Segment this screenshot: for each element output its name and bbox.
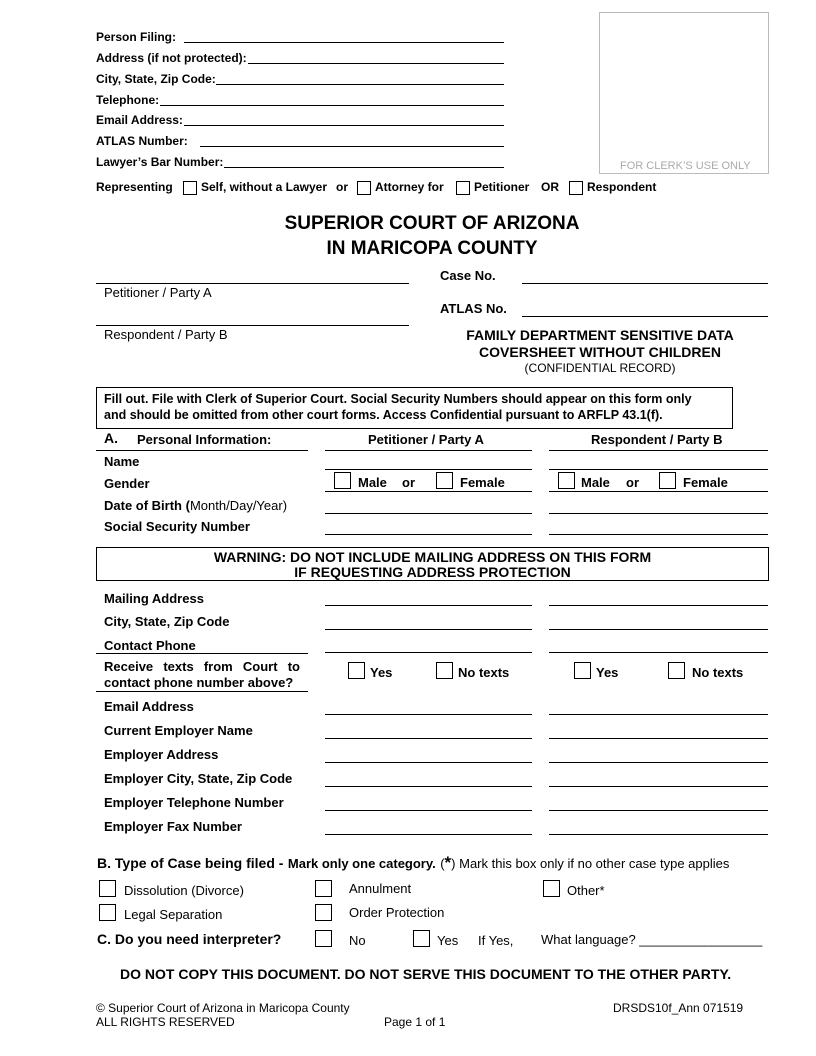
annulment-checkbox[interactable] [315,880,332,897]
or-label-a: or [402,475,415,490]
court-title-line1: SUPERIOR COURT OF ARIZONA [284,213,580,234]
court-title-line2: IN MARICOPA COUNTY [326,238,538,259]
employer-fax-label: Employer Fax Number [104,819,242,834]
gender-label: Gender [104,476,150,491]
name-field-b[interactable] [549,469,768,470]
form-title-line2: COVERSHEET WITHOUT CHILDREN [479,344,721,360]
texts-yes-label-b: Yes [596,665,619,680]
male-label-b: Male [581,475,610,490]
col-b-header: Respondent / Party B [591,432,723,447]
interpreter-yes-checkbox[interactable] [413,930,430,947]
respondent-party-label: Respondent / Party B [104,327,228,342]
form-title-line1: FAMILY DEPARTMENT SENSITIVE DATA [466,327,734,343]
petitioner-name-field[interactable] [96,283,409,284]
employer-phone-field-a[interactable] [325,810,532,811]
dob-label-prefix: Date of Birth ( [104,498,190,513]
email-field-a[interactable] [325,714,532,715]
petitioner-label: Petitioner [474,180,530,194]
court-title [0,211,816,261]
section-b-header [97,853,729,873]
atlas-no-field[interactable] [522,316,768,317]
contact-phone-divider [96,653,308,654]
interpreter-no-label: No [349,933,366,948]
city-state-zip-field[interactable] [216,84,504,85]
texts-no-checkbox-a[interactable] [436,662,453,679]
employer-fax-field-b[interactable] [549,834,768,835]
legal-separation-checkbox[interactable] [99,904,116,921]
case-no-label: Case No. [440,268,496,283]
respondent-label: Respondent [587,180,657,194]
employer-name-label: Current Employer Name [104,723,253,738]
footer-rights: ALL RIGHTS RESERVED [96,1015,235,1029]
representing-label: Representing [96,180,173,194]
interpreter-yes-label: Yes [437,933,459,948]
case-no-field[interactable] [522,283,768,284]
atlas-no-label: ATLAS No. [440,301,507,316]
female-label-a: Female [460,475,505,490]
footer-form-code: DRSDS10f_Ann 071519 [613,1001,744,1015]
what-language-label: What language? _________________ [541,932,763,947]
telephone-label: Telephone: [96,93,160,107]
instructions-box [96,387,733,429]
section-b-star: * [444,853,452,872]
section-a-divider [96,450,308,451]
employer-phone-field-b[interactable] [549,810,768,811]
gender-line-a [325,491,532,492]
texts-yes-checkbox-b[interactable] [574,662,591,679]
footer-copyright-block [96,1001,350,1029]
female-checkbox-a[interactable] [436,472,453,489]
address-field[interactable] [248,63,504,64]
address-label: Address (if not protected): [96,51,247,65]
col-a-underline [325,450,532,451]
employer-field-b[interactable] [549,738,768,739]
employer-address-field-b[interactable] [549,762,768,763]
texts-no-checkbox-b[interactable] [668,662,685,679]
gender-line-b [549,491,768,492]
ssn-field-a[interactable] [325,534,532,535]
bar-number-label: Lawyer’s Bar Number: [96,155,224,169]
footer-copyright: © Superior Court of Arizona in Maricopa County [96,1001,350,1015]
texts-question-line1: Receive texts from Court to [104,659,300,674]
email-field[interactable] [184,125,504,126]
texts-yes-checkbox-a[interactable] [348,662,365,679]
or-label-b: or [626,475,639,490]
order-protection-checkbox[interactable] [315,904,332,921]
order-protection-label: Order Protection [349,905,445,920]
section-b-mark: Mark only one category. [287,856,436,871]
col-b-underline [549,450,768,451]
employer-city-label: Employer City, State, Zip Code [104,771,293,786]
do-not-copy-notice: DO NOT COPY THIS DOCUMENT. DO NOT SERVE THIS DOCUMENT TO THE OTHER PARTY. [120,966,732,982]
respondent-name-field[interactable] [96,325,409,326]
attorney-checkbox[interactable] [357,181,371,195]
self-label: Self, without a Lawyer [201,180,328,194]
texts-divider [96,691,308,692]
dob-label-format: Month/Day/Year) [189,498,288,513]
or-text-2: OR [541,180,559,194]
section-b-star-open: ( [440,856,445,871]
mailing-address-label: Mailing Address [104,591,204,606]
dob-field-b[interactable] [549,513,768,514]
section-c-title: C. Do you need interpreter? [97,931,282,947]
contact-phone-field-b[interactable] [549,652,768,653]
section-b-star-text: ) Mark this box only if no other case type applies [451,856,730,871]
mailing-field-a[interactable] [325,605,532,606]
form-title [432,327,768,376]
warning-line2: IF REQUESTING ADDRESS PROTECTION [294,564,571,580]
atlas-number-label: ATLAS Number: [96,134,188,148]
instructions-line2: and should be omitted from other court forms. Access Confidential pursuant to ARFLP 43.1(f). [104,408,663,422]
clerk-use-box [599,12,769,174]
male-checkbox-a[interactable] [334,472,351,489]
email-label: Email Address: [96,113,183,127]
ssn-field-b[interactable] [549,534,768,535]
person-filing-field[interactable] [184,42,504,43]
section-b-title: B. Type of Case being filed - [97,855,284,871]
texts-question-line2: contact phone number above? [104,675,294,690]
footer-page-number: Page 1 of 1 [384,1015,446,1029]
self-checkbox[interactable] [183,181,197,195]
texts-no-label-a: No texts [458,665,510,680]
dob-label [104,498,287,513]
texts-yes-label-a: Yes [370,665,393,680]
name-field-a[interactable] [325,469,532,470]
other-checkbox[interactable] [543,880,560,897]
email-address-label: Email Address [104,699,194,714]
or-text: or [336,180,348,194]
if-yes-label: If Yes, [478,933,514,948]
email-field-b[interactable] [549,714,768,715]
dob-field-a[interactable] [325,513,532,514]
attorney-label: Attorney for [375,180,444,194]
city-state-zip-label: City, State, Zip Code: [96,72,216,86]
employer-city-field-b[interactable] [549,786,768,787]
contact-phone-label: Contact Phone [104,638,196,653]
contact-phone-field-a[interactable] [325,652,532,653]
employer-address-label: Employer Address [104,747,219,762]
respondent-checkbox[interactable] [569,181,583,195]
female-checkbox-b[interactable] [659,472,676,489]
section-a-title: Personal Information: [137,432,272,447]
dissolution-checkbox[interactable] [99,880,116,897]
other-label: Other* [567,883,605,898]
section-a-letter: A. [104,430,118,446]
male-checkbox-b[interactable] [558,472,575,489]
annulment-label: Annulment [349,881,412,896]
interpreter-no-checkbox[interactable] [315,930,332,947]
warning-box [96,547,769,581]
contact-city-label: City, State, Zip Code [104,614,230,629]
employer-phone-label: Employer Telephone Number [104,795,284,810]
employer-field-a[interactable] [325,738,532,739]
legal-separation-label: Legal Separation [124,907,223,922]
person-filing-label: Person Filing: [96,30,177,44]
mailing-field-b[interactable] [549,605,768,606]
bar-number-field[interactable] [224,167,504,168]
texts-question [104,659,300,691]
atlas-number-field[interactable] [200,146,504,147]
instructions-line1: Fill out. File with Clerk of Superior Court. Social Security Numbers should appear on this form only [104,392,692,406]
texts-no-label-b: No texts [692,665,744,680]
name-label: Name [104,454,140,469]
petitioner-checkbox[interactable] [456,181,470,195]
petitioner-party-label: Petitioner / Party A [104,285,212,300]
employer-address-field-a[interactable] [325,762,532,763]
form-title-line3: (CONFIDENTIAL RECORD) [524,361,676,375]
ssn-label: Social Security Number [104,519,250,534]
female-label-b: Female [683,475,728,490]
contact-city-field-b[interactable] [549,629,768,630]
dissolution-label: Dissolution (Divorce) [124,883,244,898]
clerk-use-label: FOR CLERK’S USE ONLY [620,160,751,172]
contact-city-field-a[interactable] [325,629,532,630]
male-label-a: Male [358,475,387,490]
warning-line1: WARNING: DO NOT INCLUDE MAILING ADDRESS ON THIS FORM [213,549,652,565]
employer-fax-field-a[interactable] [325,834,532,835]
employer-city-field-a[interactable] [325,786,532,787]
col-a-header: Petitioner / Party A [368,432,484,447]
telephone-field[interactable] [160,105,504,106]
